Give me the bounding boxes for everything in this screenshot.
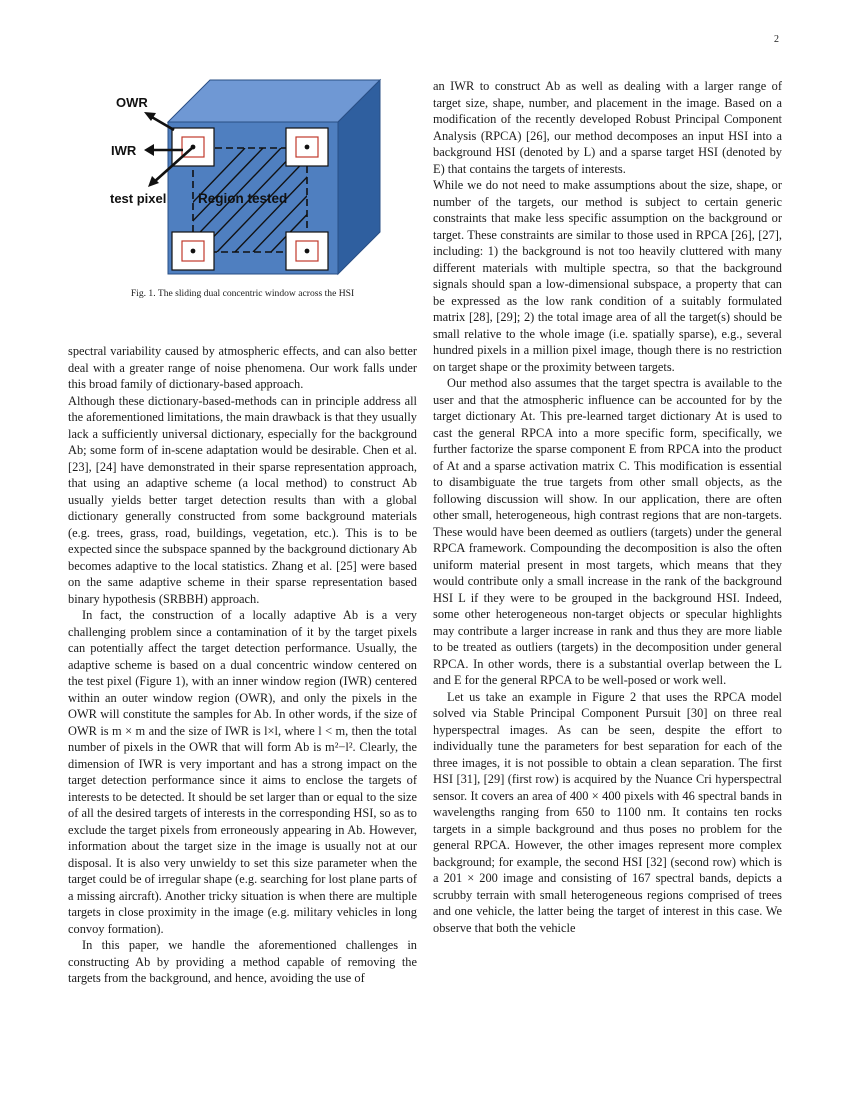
figure-caption: Fig. 1. The sliding dual concentric window across the HSI [130,288,355,299]
iwr-label: IWR [111,143,137,158]
test-pixel-label: test pixel [110,191,167,206]
left-column [68,343,417,987]
paragraph: Our method also assumes that the target spectra is available to the user and that the atmospheric influence can be accounted for by the target dictionary At. This pre-learned target dictionary At is used to cast the general RPCA into a more specific form, specifically, we further factorize the sparse component E from RPCA into the product of At and a sparse activation matrix C. This modification is essential to disambiguate the true targets from other small objects, as the following discussion will show. In our application, there are often other small, heterogeneous, high contrast regions that are non-targets. These would have been deemed as outliers (targets) under the general RPCA framework. Compounding the decomposition is also the often uniform material present in most targets, which means that they would contribute only a small increase in the rank of the background HSI L if they were to be grouped in the background HSI. Indeed, some other heterogeneous non-target objects or specular highlights may contribute a larger increase in rank and thus they are more liable to be treated as outliers (targets) in the decomposition under general RPCA. In other words, there is a substantial overlap between the L and E for the general RPCA to be well-posed or work well. [433,376,782,687]
paragraph: spectral variability caused by atmospheric effects, and can also better deal with a greater range of noise phenomena. Our work falls under this broad family of dictionary-based approach. [68,344,417,391]
paragraph: Although these dictionary-based-methods can in principle address all the aforementioned limitations, the main drawback is that they usually lack a sufficiently universal dictionary, especially for the background Ab; some form of in-scene adaptation would be desirable. Chen et al. [23], [24] have demonstrated in their sparse representation approach, that using an adaptive scheme (a local method) to construct Ab usually yields better target detection results than with a global dictionary generally constructed from some background materials (e.g. trees, grass, road, buildings, vegetation, etc.). This is to be expected since the subspace spanned by the background dictionary Ab becomes adaptive to the local statistics. Zhang et al. [25] were based on the same adaptive scheme in their sparse representation based binary hypothesis (SRBBH) approach. [68,393,417,606]
figure-1 [68,70,417,310]
window-bottom-left [172,232,214,270]
region-tested-label: Region tested [198,191,288,206]
paragraph: In fact, the construction of a locally adaptive Ab is a very challenging problem since a contamination of it by the target pixels can potentially affect the target detection performance. Usually, the adaptive scheme is based on a dual concentric window centered on the test pixel (Figure 1), with an inner window region (IWR) centered within an outer window region (OWR), and only the pixels in the OWR will constitute the samples for Ab. In other words, if the size of OWR is m × m and the size of IWR is l×l, where l < m, then the total number of pixels in the OWR that will form Ab is m²−l². Clearly, the dimension of IWR is very important and has a strong impact on the target detection performance since it aims to enclose the targets of interests to be detected. It should be set larger than or equal to the size of all the desired targets of interests in the corresponding HSI, so as to exclude the target pixels from erroneously appearing in Ab. However, information about the target size in the image is usually not at our disposal. It is also very unwieldy to set this size parameter when the target could be of irregular shape (e.g. searching for lost plane parts of a missing aircraft). Another tricky situation is when there are multiple targets in close proximity in the image (e.g. military vehicles in long convoy formation). [68,608,417,936]
sliding-window-diagram [68,70,417,310]
owr-label: OWR [116,95,148,110]
window-bottom-right [286,232,328,270]
window-top-right [286,128,328,166]
paragraph: While we do not need to make assumptions about the size, shape, or number of the targets, our method is subject to certain generic constraints that make less specific assumption on the background or target. These constraints are similar to those used in RPCA [26], [27], including: 1) the background is not too heavily cluttered with many different materials with multiple spectra, so that the background signals should span a low-dimensional subspace, a property that can be expressed as the low rank condition of a suitably formulated matrix [28], [29]; 2) the total image area of all the target(s) should be small relative to the whole image (i.e. spatially sparse), e.g., several hundred pixels in a million pixel image, though there is no restriction on target shape or the proximity between targets. [433,178,782,374]
paragraph: In this paper, we handle the aforementioned challenges in constructing Ab by providing a method capable of removing the targets from the background, and hence, avoiding the use of [68,938,417,985]
right-column [433,78,782,936]
page-number: 2 [774,34,779,45]
paragraph: an IWR to construct Ab as well as dealing with a larger range of target size, shape, number, and placement in the image. Based on a modification of the recently developed Robust Principal Component Analysis (RPCA) [26], our method decomposes an input HSI into a background HSI (denoted by L) and a sparse target HSI (denoted by E) that contains the targets of interests. [433,79,782,176]
paragraph: Let us take an example in Figure 2 that uses the RPCA model solved via Stable Principal Component Pursuit [30] on three real hyperspectral images. As can be seen, despite the effort to individually tune the parameters for best separation for each of the three images, it is not possible to obtain a clean separation. The first HSI [31], [29] (first row) is acquired by the Nuance Cri hyperspectral sensor. It covers an area of 400 × 400 pixels with 46 spectral bands in wavelengths ranging from 650 to 1100 nm. It contains ten rocks targets in a simple background and thus poses no problem for the general RPCA. However, the other images represent more complex background; for example, the second HSI [32] (second row) which is a 201 × 200 image and consisting of 167 spectral bands, depicts a scrubby terrain with small heterogeneous regions comprised of trees and one vehicle, the latter being the target of interest in this case. We observe that both the vehicle [433,689,782,935]
